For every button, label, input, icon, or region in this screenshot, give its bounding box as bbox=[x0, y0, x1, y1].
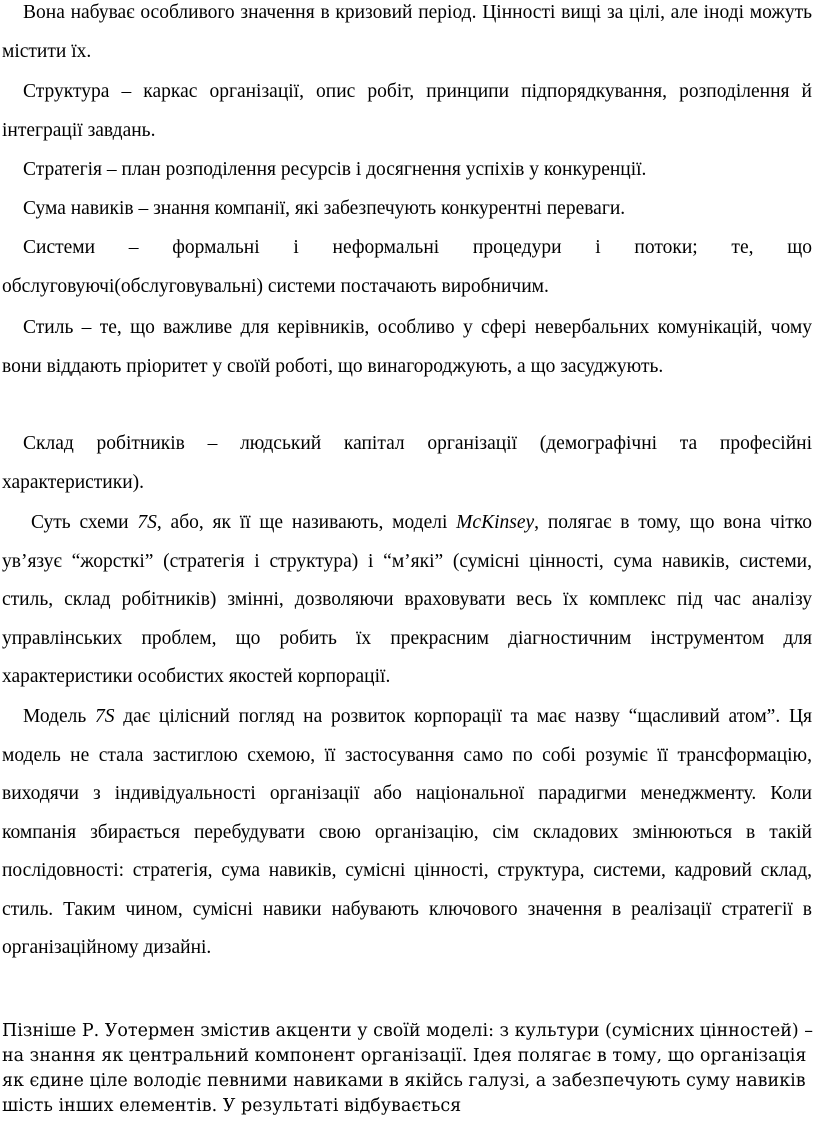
model-name-mckinsey: McKinsey bbox=[456, 512, 535, 533]
paragraph-7s-model bbox=[2, 698, 812, 968]
text-run: Модель bbox=[23, 706, 95, 727]
text-run: , або, як її ще називають, моделі bbox=[156, 512, 457, 533]
paragraph-systems: Системи – формальні і неформальні процедури і потоки; те, що обслуговуючі(обслуговувальні) системи постачають виробничим. bbox=[2, 237, 812, 297]
model-name-7s: 7S bbox=[94, 706, 115, 727]
text-run: , полягає в тому, що вона чітко ув’язує “жорсткі” (стратегія і структура) і “м’які” (сумісні цінності, сума навиків, системи, стиль, склад робітників) змінні, дозволяючи враховувати весь їх комплекс під час аналізу управлінських проблем, що робить їх прекрасним діагностичним інструментом для характеристики особистих якостей корпорації. bbox=[2, 512, 812, 687]
model-name-7s: 7S bbox=[137, 512, 157, 533]
text-run: дає цілісний погляд на розвиток корпорації та має назву “щасливий атом”. Ця модель не стала застиглою схемою, її застосування само по собі розуміє її трансформацію, виходячи з індивідуальності організації або національної парадигми менеджменту. Коли компанія збирається перебудувати свою організацію, сім складових змінюються в такій послідовності: стратегія, сума навиків, сумісні цінності, структура, системи, кадровий склад, стиль. Таким чином, сумісні навики набувають ключового значення в реалізації стратегії в організаційному дизайні. bbox=[2, 706, 812, 958]
text-run: Суть схеми bbox=[31, 512, 138, 533]
paragraph-values-crisis: Вона набуває особливого значення в кризовий період. Цінності вищі за цілі, але іноді можуть містити їх. bbox=[2, 2, 812, 62]
paragraph-style: Стиль – те, що важливе для керівників, особливо у сфері невербальних комунікацій, чому вони віддають пріоритет у своїй роботі, що винагороджують, а що засуджують. bbox=[2, 317, 812, 377]
paragraph-waterman: Пізніше Р. Уотермен змістив акценти у своїй моделі: з культури (сумісних цінностей) – на знання як центральний компонент організації. Ідея полягає в тому, що організація як єдине ціле володіє певними навиками в якійсь галузі, а забезпечують суму навиків шість інших елементів. У результаті відбувається bbox=[2, 1021, 814, 1116]
paragraph-7s-essence bbox=[2, 504, 812, 697]
paragraph-strategy: Стратегія – план розподілення ресурсів і досягнення успіхів у конкуренції. bbox=[23, 159, 647, 180]
paragraph-staff: Склад робітників – людський капітал організації (демографічні та професійні характеристики). bbox=[2, 433, 812, 493]
paragraph-structure: Структура – каркас організації, опис робіт, принципи підпорядкування, розподілення й інтеграції завдань. bbox=[2, 81, 812, 141]
paragraph-skills: Сума навиків – знання компанії, які забезпечують конкурентні переваги. bbox=[23, 198, 626, 219]
